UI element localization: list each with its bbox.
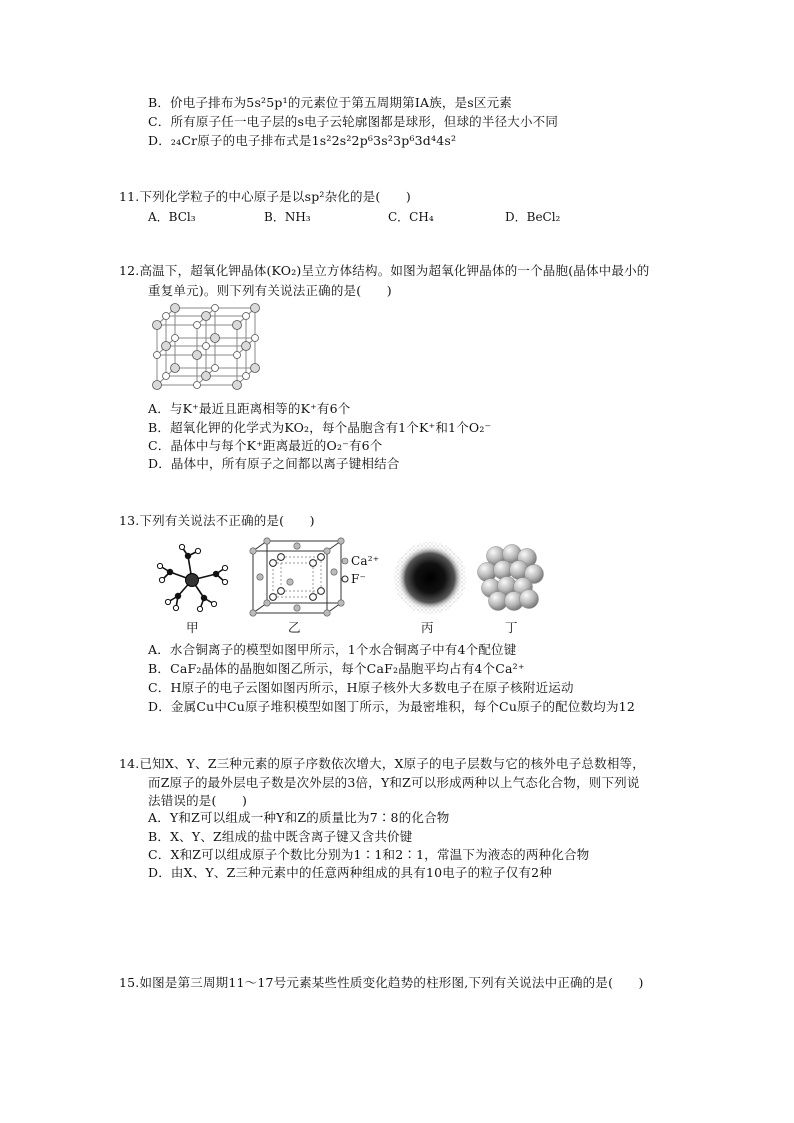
q12-stem-line1: 12.高温下，超氧化钾晶体(KO₂)呈立方体结构。如图为超氧化钾晶体的一个晶胞(晶体中最小的 [119, 263, 650, 278]
q14-option-c: C．X和Z可以组成原子个数比分别为1∶1和2∶1，常温下为液态的两种化合物 [148, 847, 590, 862]
caf2-unit-cell-figure [249, 539, 349, 617]
caption-ding: 丁 [505, 620, 518, 635]
q14-option-b: B．X、Y、Z组成的盐中既含离子键又含共价键 [148, 829, 413, 844]
caption-yi: 乙 [288, 620, 301, 635]
caption-bing: 丙 [421, 620, 434, 635]
q14-option-a: A．Y和Z可以组成一种Y和Z的质量比为7∶8的化合物 [148, 810, 450, 825]
q12-option-a: A．与K⁺最近且距离相等的K⁺有6个 [148, 401, 351, 416]
q13-stem: 13.下列有关说法不正确的是( ) [119, 513, 315, 528]
hydrogen-electron-cloud-figure [393, 541, 467, 615]
legend-ca-label: Ca²⁺ [351, 554, 380, 568]
q13-option-b: B．CaF₂晶体的晶胞如图乙所示，每个CaF₂晶胞平均占有4个Ca²⁺ [148, 661, 525, 676]
q11-option-a: A．BCl₃ [148, 210, 196, 224]
q14-option-d: D．由X、Y、Z三种元素中的任意两种组成的具有10电子的粒子仅有2种 [148, 865, 553, 880]
q10-option-d: D．₂₄Cr原子的电子排布式是1s²2s²2p⁶3s²3p⁶3d⁴4s² [148, 133, 457, 148]
q14-stem-line3: 法错误的是( ) [148, 793, 248, 808]
q12-stem-line2: 重复单元)。则下列有关说法正确的是( ) [148, 283, 392, 298]
q11-option-d: D．BeCl₂ [505, 210, 561, 224]
q12-option-c: C．晶体中与每个K⁺距离最近的O₂⁻有6个 [148, 438, 383, 453]
ko2-unit-cell-figure [150, 303, 262, 393]
q12-option-b: B．超氧化钾的化学式为KO₂，每个晶胞含有1个K⁺和1个O₂⁻ [148, 420, 492, 435]
q11-option-b: B．NH₃ [264, 210, 311, 224]
q13-option-a: A．水合铜离子的模型如图甲所示，1个水合铜离子中有4个配位键 [148, 642, 517, 657]
q11-options [148, 208, 668, 224]
q14-stem-line1: 14.已知X、Y、Z三种元素的原子序数依次增大，X原子的电子层数与它的核外电子总数相等， [119, 756, 645, 771]
q11-stem: 11.下列化学粒子的中心原子是以sp²杂化的是( ) [119, 189, 411, 204]
q10-option-b: B．价电子排布为5s²5p¹的元素位于第五周期第ⅠA族，是s区元素 [148, 95, 513, 110]
copper-close-packing-figure [474, 543, 546, 611]
legend-ca-marker-icon [341, 557, 349, 565]
q14-stem-line2: 而Z原子的最外层电子数是次外层的3倍，Y和Z可以形成两种以上气态化合物，则下列说 [148, 775, 640, 790]
legend-f-label: F⁻ [351, 572, 367, 586]
q12-option-d: D．晶体中，所有原子之间都以离子键相结合 [148, 456, 400, 471]
q13-option-d: D．金属Cu中Cu原子堆积模型如图丁所示，为最密堆积，每个Cu原子的配位数均为12 [148, 699, 635, 714]
q13-option-c: C．H原子的电子云图如图丙所示，H原子核外大多数电子在原子核附近运动 [148, 680, 574, 695]
caption-jia: 甲 [186, 620, 199, 635]
hydrated-copper-ion-figure [152, 544, 232, 614]
q11-option-c: C．CH₄ [388, 210, 434, 224]
q15-stem: 15.如图是第三周期11～17号元素某些性质变化趋势的柱形图,下列有关说法中正确的是( ) [119, 975, 644, 990]
legend-f-marker-icon [341, 575, 349, 583]
q10-option-c: C．所有原子任一电子层的s电子云轮廓图都是球形，但球的半径大小不同 [148, 114, 559, 129]
